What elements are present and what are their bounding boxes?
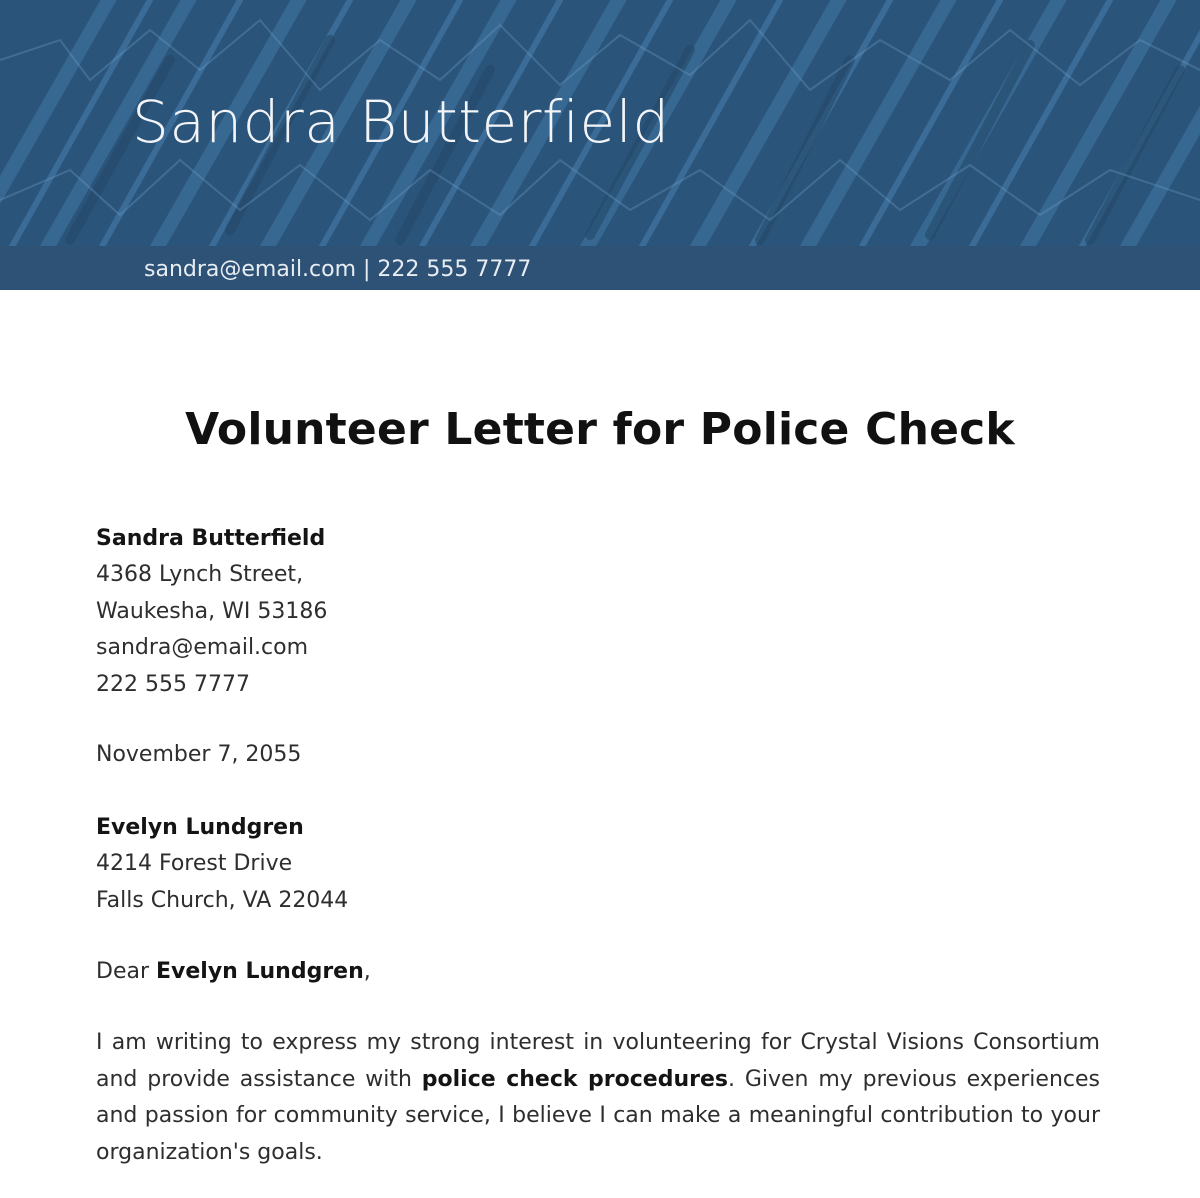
sender-city: Waukesha, WI 53186 bbox=[96, 598, 328, 624]
document-title: Volunteer Letter for Police Check bbox=[185, 404, 1015, 455]
body-paragraph bbox=[96, 1025, 1100, 1171]
sender-address-block bbox=[96, 521, 1100, 703]
body-text-end: . Given my previous experiences and passion for community service, I believe I can make a meaningful contribution to your organization's goals. bbox=[96, 1066, 1100, 1165]
letterhead-contact: sandra@email.com | 222 555 7777 bbox=[144, 257, 532, 282]
sender-name: Sandra Butterfield bbox=[96, 526, 326, 551]
sender-street: 4368 Lynch Street, bbox=[96, 562, 304, 588]
letterhead-name: Sandra Butterfield bbox=[132, 88, 670, 156]
recipient-name: Evelyn Lundgren bbox=[96, 815, 304, 840]
salutation-punct: , bbox=[363, 959, 371, 984]
letter-date-block bbox=[96, 737, 1100, 773]
letter-date: November 7, 2055 bbox=[96, 742, 302, 767]
body-text-emphasis: police check procedures bbox=[421, 1066, 728, 1092]
recipient-street: 4214 Forest Drive bbox=[96, 851, 293, 877]
body-text-start: I am writing to express my strong interest in volunteering for Crystal Visions Consortium and provide assistance with bbox=[96, 1030, 1100, 1092]
sender-phone: 222 555 7777 bbox=[96, 671, 250, 697]
salutation bbox=[96, 954, 1100, 990]
letterhead bbox=[0, 0, 1200, 290]
recipient-address-block bbox=[96, 810, 1100, 919]
salutation-greeting: Dear bbox=[96, 959, 156, 984]
salutation-name: Evelyn Lundgren bbox=[156, 959, 364, 984]
sender-email: sandra@email.com bbox=[96, 635, 309, 661]
recipient-city: Falls Church, VA 22044 bbox=[96, 887, 349, 913]
salutation-line bbox=[96, 954, 1100, 990]
